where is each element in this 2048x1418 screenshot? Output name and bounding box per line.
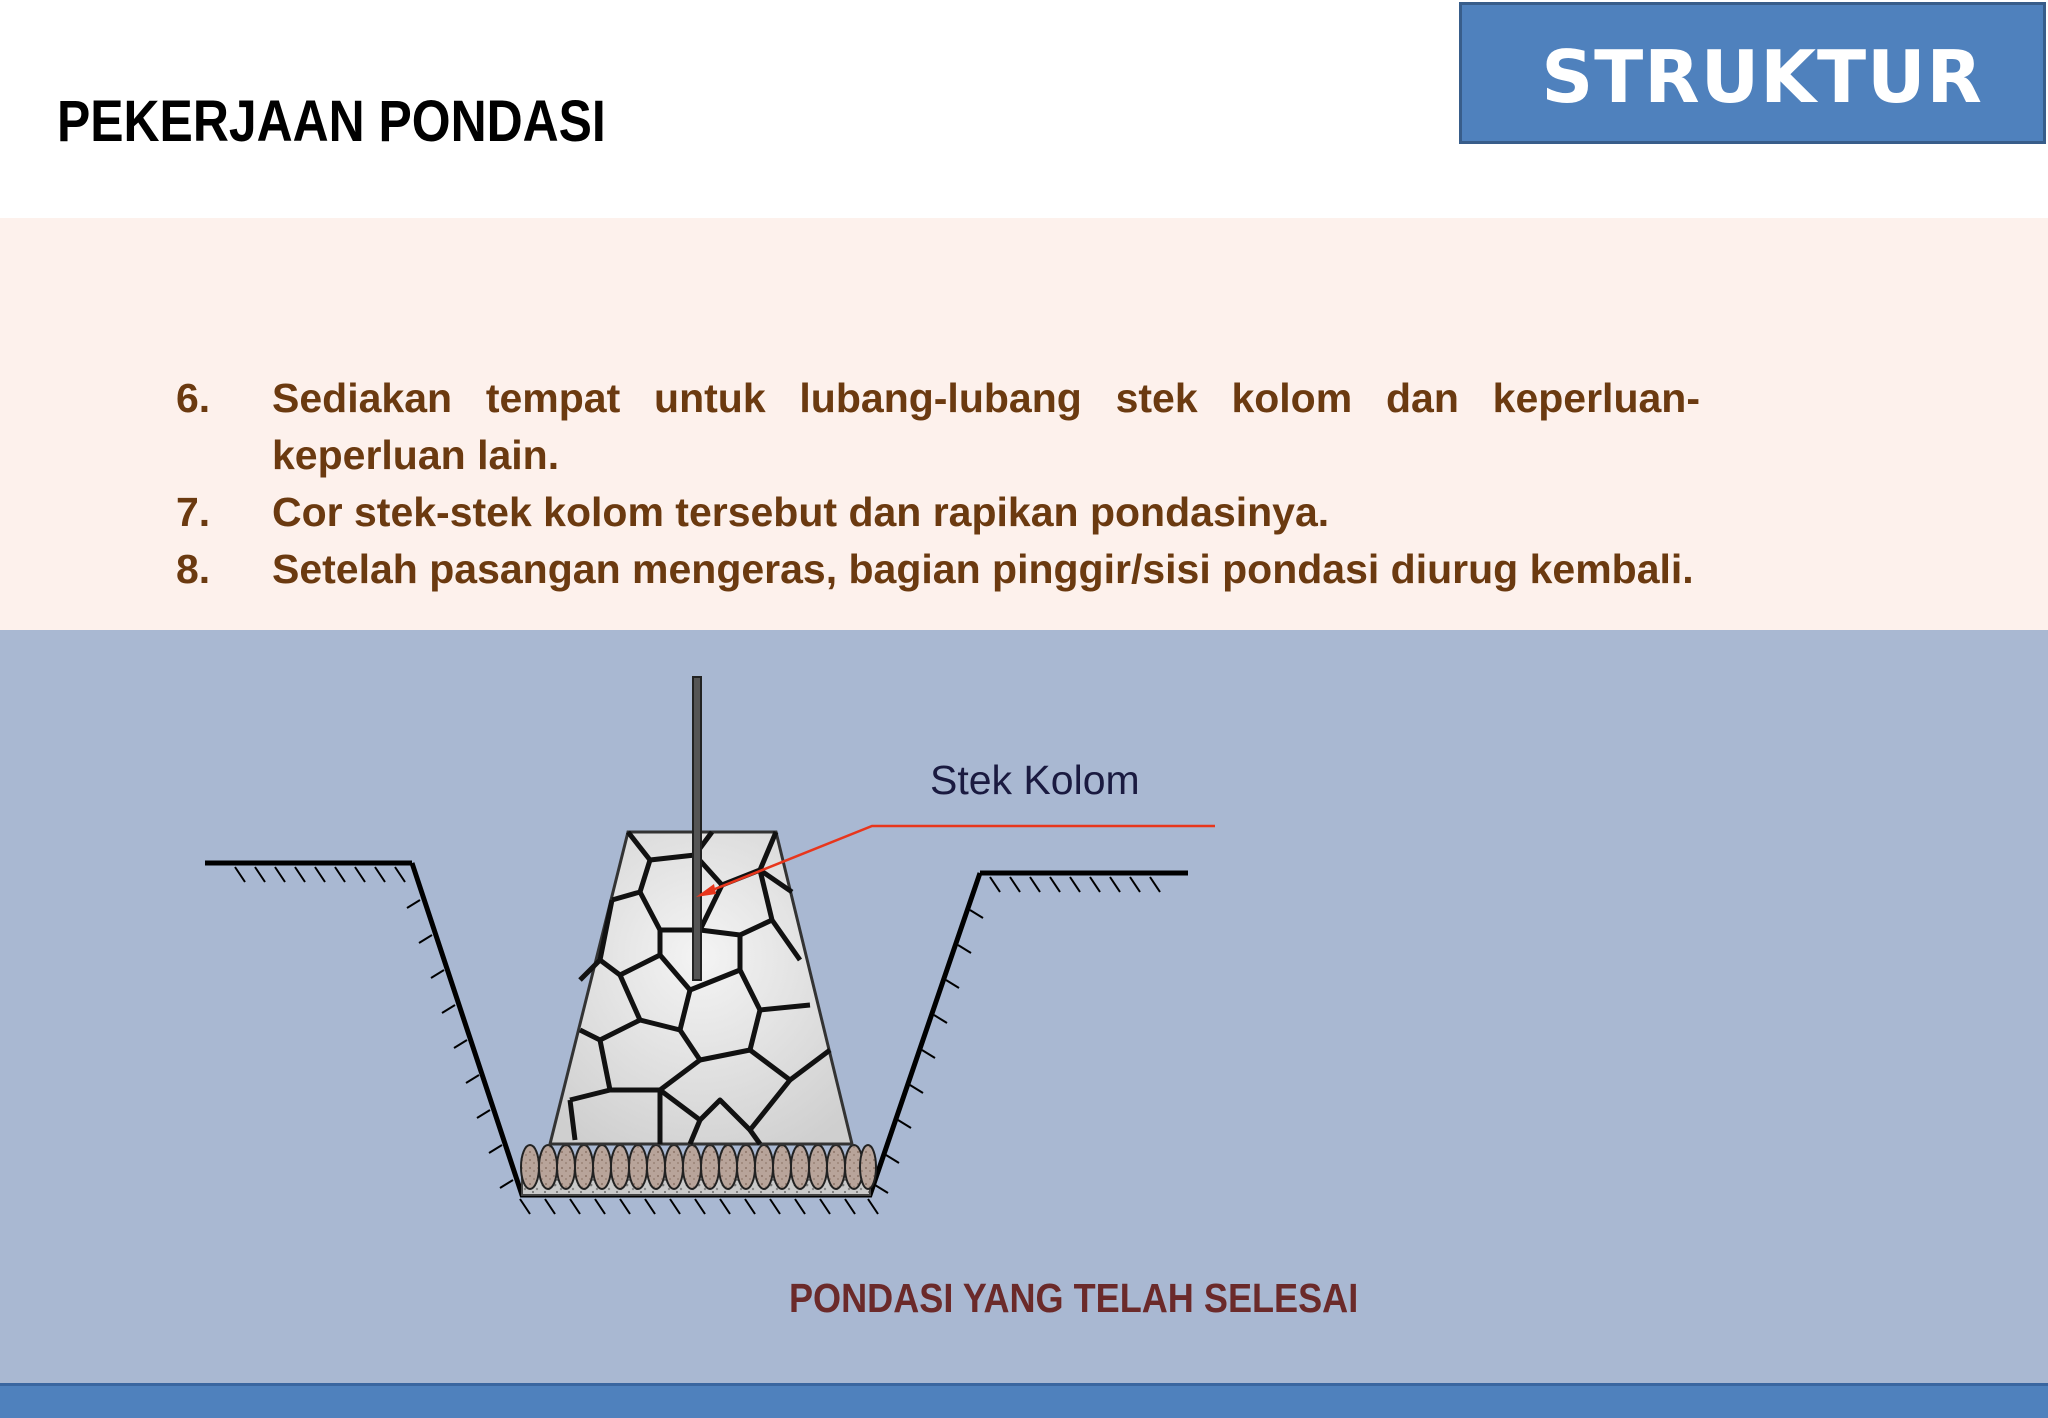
step-number: 7. [176,489,211,535]
ground-right [980,873,1188,892]
step-text: Sediakan tempat untuk lubang-lubang stek kolom dan keperluan-keperluan lain. [272,375,1700,478]
step-number: 6. [176,375,211,421]
page-title: PEKERJAAN PONDASI [57,89,606,154]
rebar-callout-label: Stek Kolom [930,757,1140,803]
ground-left [205,863,412,882]
step-item [176,484,1700,541]
step-item [176,370,1700,484]
step-text: Setelah pasangan mengeras, bagian pinggir/sisi pondasi diurug kembali. [272,546,1694,592]
steps-panel [0,218,2048,630]
foundation-diagram-panel [0,630,2048,1385]
column-rebar [693,677,701,980]
section-badge [1459,2,2046,144]
steps-list [176,370,1700,598]
section-badge-label: STRUKTUR [1541,35,1983,119]
foundation-diagram [0,630,2048,1385]
diagram-caption: PONDASI YANG TELAH SELESAI [789,1275,1359,1322]
step-item [176,541,1700,598]
slide-header [0,0,2048,218]
step-text: Cor stek-stek kolom tersebut dan rapikan pondasinya. [272,489,1330,535]
footer-bar [0,1383,2048,1418]
step-number: 8. [176,546,211,592]
